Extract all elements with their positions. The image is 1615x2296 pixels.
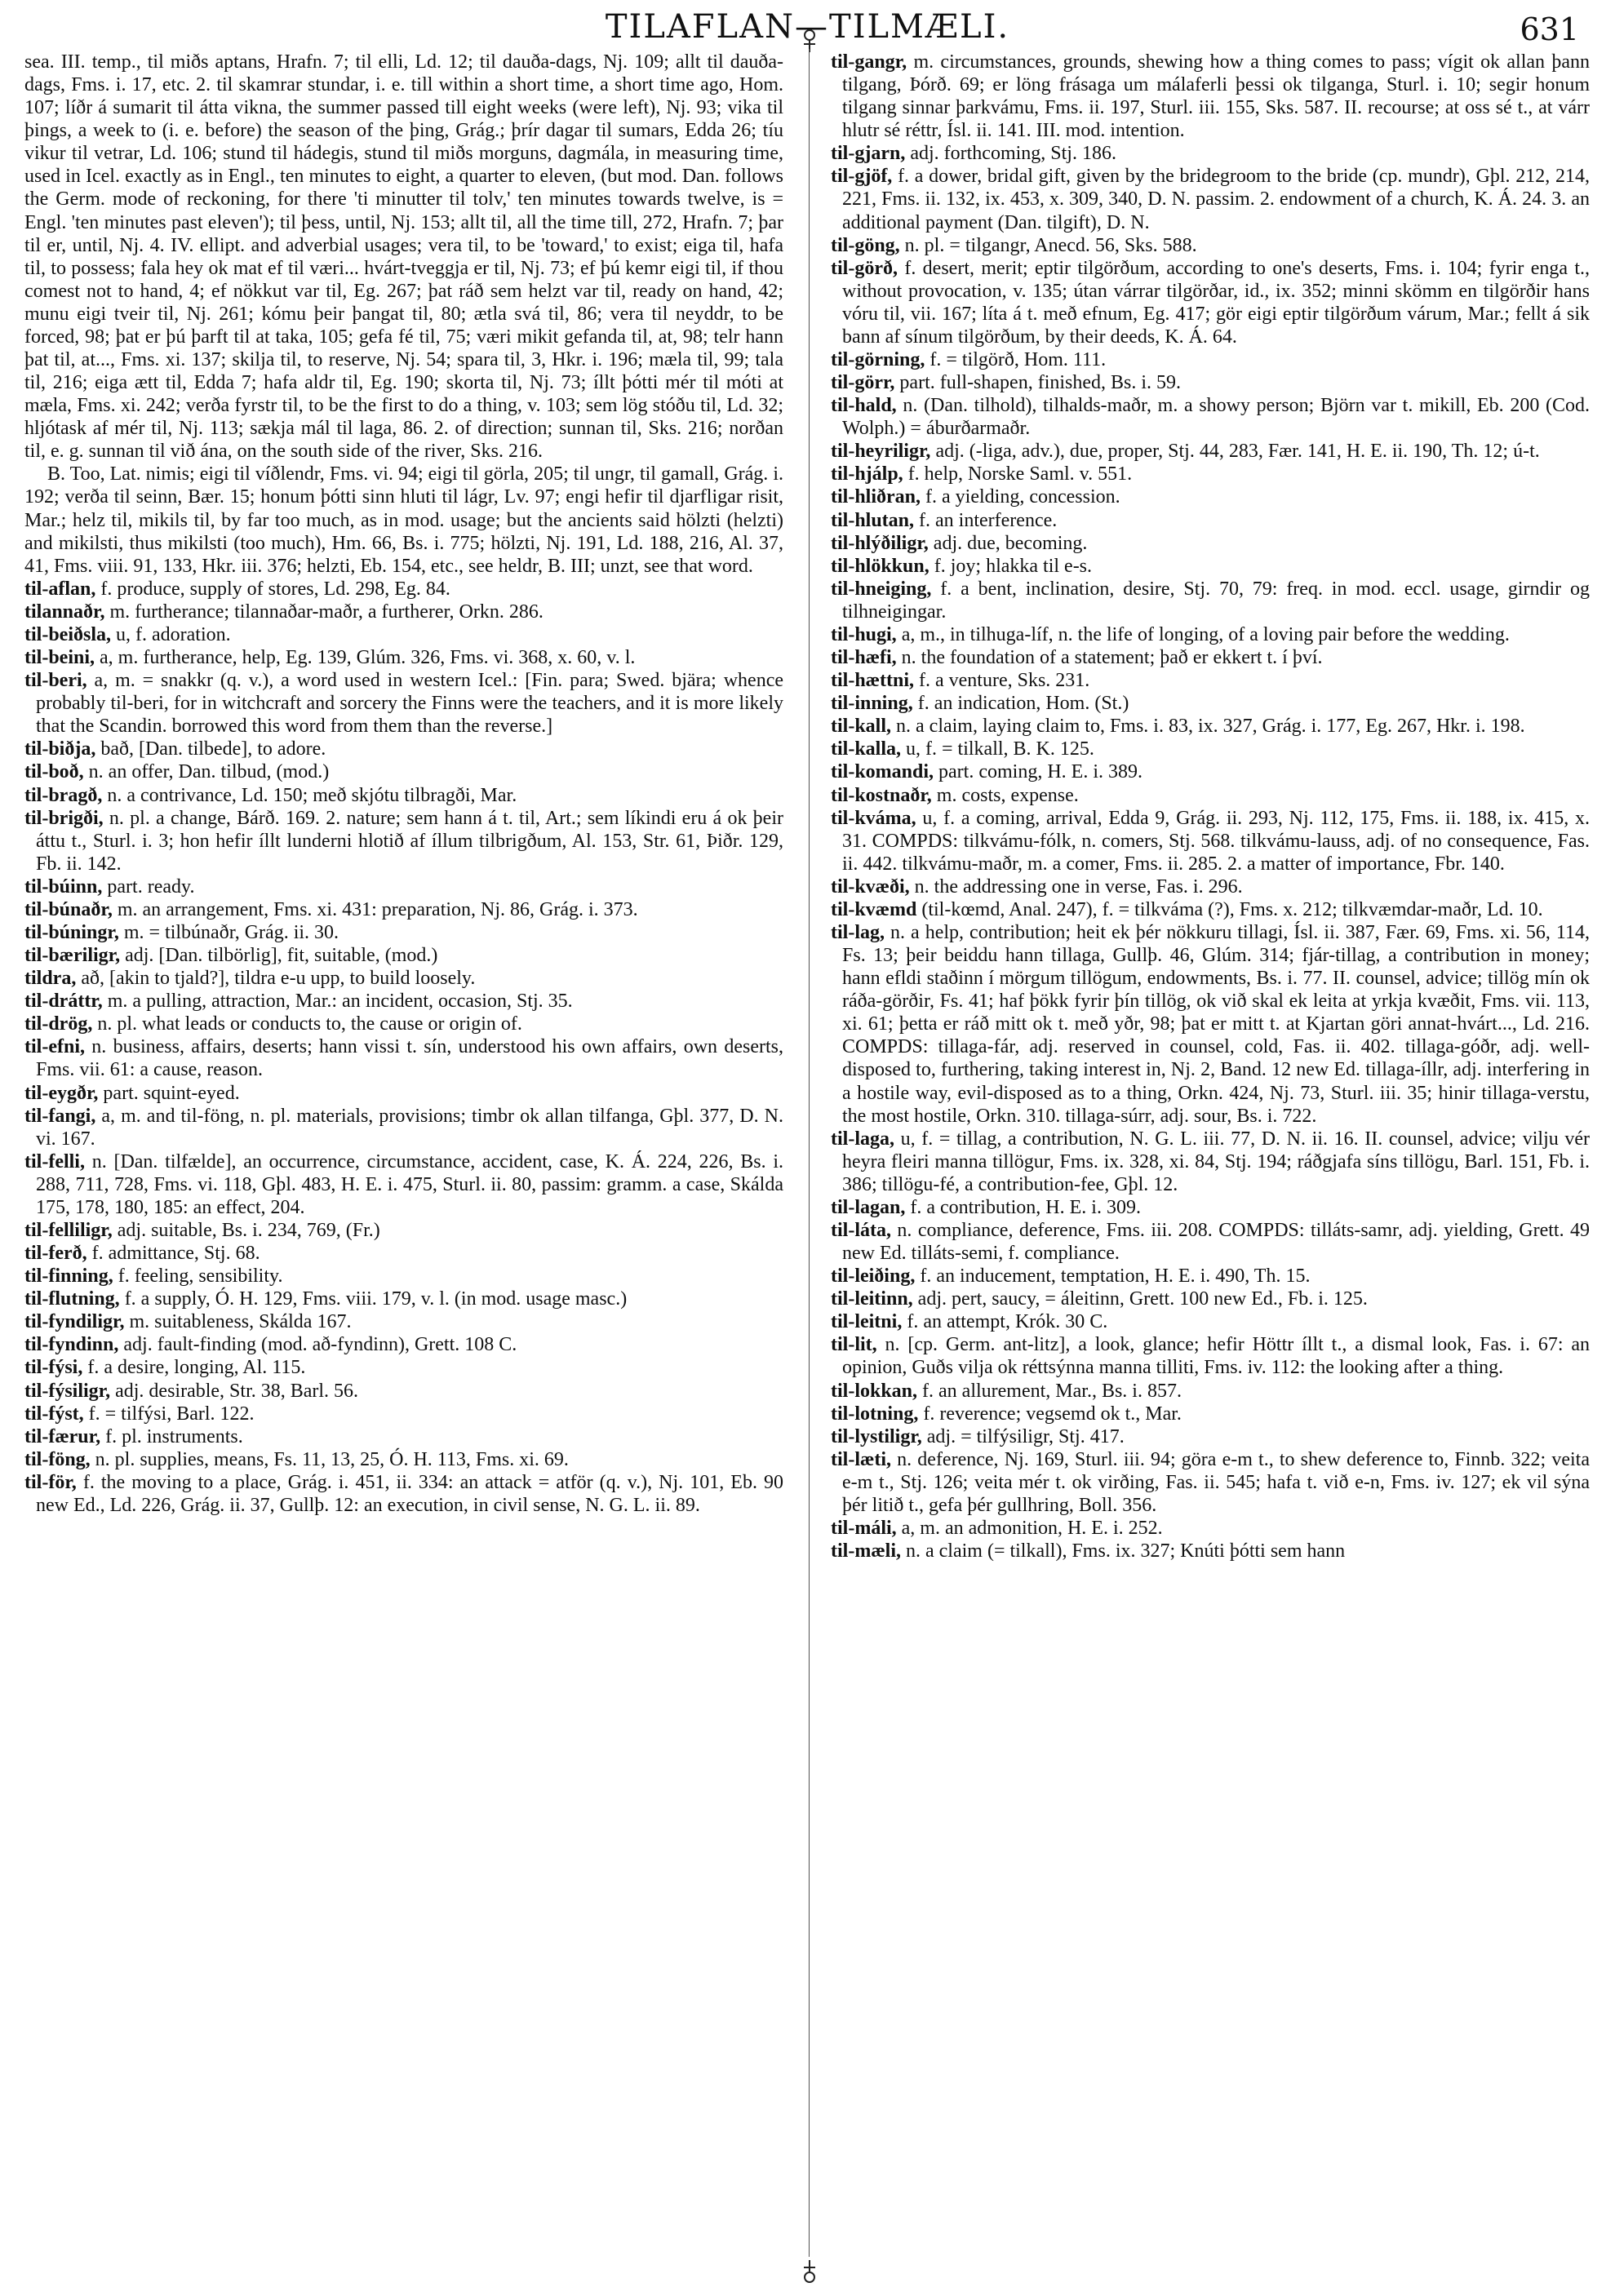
entry-definition: n. the foundation of a statement; það er ekkert t. í því.	[901, 647, 1323, 669]
entry-headword: til-görning,	[831, 349, 925, 371]
dictionary-entry	[831, 394, 1590, 440]
entry-definition: adj. forthcoming, Stj. 186.	[910, 143, 1116, 165]
entry-definition: f. a yielding, concession.	[925, 486, 1120, 508]
dictionary-entry	[831, 1540, 1590, 1562]
entry-definition: n. business, affairs, deserts; hann vissi t. sín, understood his own affairs, own deserts, Fms. vii. 61: a cause, reason.	[36, 1036, 783, 1081]
dictionary-entry	[831, 921, 1590, 1128]
entry-headword: til-hlökkun,	[831, 555, 930, 577]
entry-definition: n. a help, contribution; heit ek þér nökkuru tillagi, Ísl. ii. 387, Fær. 69, Fms. xi. 56, 114, Fs. 13; þeir beiddu hann tillaga, Gullþ. 46, Glúm. 314; fjár-tillag, a contribution in money; hann efldi staðinn í mörgum tillögum, endowments, Bs. i. 77. II. counsel, advice; tillög mín ok ráða-görðir, Fs. 41; haf þökk fyrir þín tillög, ok við skal ek leita at yrkja kvæðit, Fms. vii. 113, xi. 61; þetta er ráð mitt ok t. með yðr, 98; þat er mitt t. at Kjartan göri annat-hvárt..., Ld. 216. COMPDS: tillaga-fár, adj. reserved in counsel, cold, Fas. ii. 402. tillaga-góðr, adj. well-disposed to, furthering, taking interest in, Nj. 2, Band. 12 new Ed. tillaga-íllr, adj. interfering in a hostile way, evil-disposed as to a thing, Orkn. 424, Nj. 73, Sturl. iii. 35; hinir tillaga-verstu, the most hostile, Orkn. 310. tillaga-súrr, adj. sour, Bs. i. 722.	[842, 921, 1590, 1127]
entry-definition: f. a desire, longing, Al. 115.	[87, 1357, 306, 1379]
dictionary-entry	[831, 1425, 1590, 1448]
entry-definition: n. pl. = tilgangr, Anecd. 56, Sks. 588.	[904, 234, 1197, 256]
entry-definition: f. the moving to a place, Grág. i. 451, ii. 334: an attack = atför (q. v.), Nj. 101, Eb. 90 new Ed., Ld. 226, Grág. ii. 37, Gullþ. 12: an execution, in civil sense, N. G. L. ii. 89.	[36, 1471, 783, 1516]
entry-headword: til-gangr,	[831, 51, 907, 73]
entry-headword: til-hneiging,	[831, 578, 932, 600]
entry-headword: til-heyriligr,	[831, 441, 931, 463]
entry-definition: m. = tilbúnaðr, Grág. ii. 30.	[123, 921, 339, 943]
entry-headword: tilannaðr,	[24, 601, 105, 623]
dictionary-entry	[831, 715, 1590, 738]
entry-headword: til-fangi,	[24, 1105, 96, 1127]
column-divider	[809, 49, 810, 2257]
entry-definition: f. a venture, Sks. 231.	[919, 670, 1090, 692]
dictionary-entry	[831, 1517, 1590, 1540]
dictionary-entry	[24, 875, 783, 898]
dictionary-entry	[24, 1380, 783, 1403]
entry-headword: til-fyndinn,	[24, 1334, 119, 1356]
dictionary-entry	[24, 623, 783, 646]
entry-definition: n. an offer, Dan. tilbud, (mod.)	[88, 761, 330, 783]
top-ornament-icon	[797, 28, 822, 52]
entry-headword: til-komandi,	[831, 761, 934, 783]
entry-headword: til-dráttr,	[24, 991, 103, 1013]
dictionary-entry	[24, 990, 783, 1013]
entry-headword: til-hjálp,	[831, 463, 903, 485]
entry-headword: til-færur,	[24, 1425, 101, 1447]
dictionary-entry	[831, 165, 1590, 233]
entry-headword: til-hlýðiligr,	[831, 532, 929, 554]
entry-definition: part. full-shapen, finished, Bs. i. 59.	[899, 372, 1182, 394]
entry-headword: til-hlutan,	[831, 509, 915, 531]
entry-headword: til-eygðr,	[24, 1082, 99, 1104]
dictionary-entry	[831, 646, 1590, 669]
dictionary-entry	[24, 1356, 783, 1379]
dictionary-entry	[831, 51, 1590, 142]
entry-definition: f. an allurement, Mar., Bs. i. 857.	[922, 1380, 1182, 1402]
entry-headword: til-felliligr,	[24, 1219, 113, 1241]
entry-headword: til-fýsi,	[24, 1357, 83, 1379]
entry-definition: m. an arrangement, Fms. xi. 431: preparation, Nj. 86, Grág. i. 373.	[117, 898, 638, 920]
dictionary-entry	[831, 807, 1590, 875]
dictionary-entry	[24, 760, 783, 783]
entry-headword: til-láta,	[831, 1219, 891, 1241]
entry-definition: f. help, Norske Saml. v. 551.	[907, 463, 1133, 485]
entry-headword: til-beri,	[24, 670, 87, 692]
dictionary-entry	[831, 760, 1590, 783]
dictionary-entry	[24, 1333, 783, 1356]
entry-headword: til-beiðsla,	[24, 623, 111, 645]
entry-headword: til-leitinn,	[831, 1288, 913, 1310]
entry-definition: adj. suitable, Bs. i. 234, 769, (Fr.)	[117, 1219, 380, 1241]
dictionary-entry	[831, 485, 1590, 508]
entry-headword: til-bæriligr,	[24, 945, 121, 967]
entry-definition: f. a dower, bridal gift, given by the bridegroom to the bride (cp. mundr), Gþl. 212, 214, 221, Fms. ii. 132, ix. 453, x. 309, 340, D. N. passim. 2. endowment of a church, K. Á. 24. 3. an additional payment (Dan. tilgift), D. N.	[842, 166, 1590, 233]
entry-headword: til-máli,	[831, 1518, 897, 1539]
dictionary-entry	[831, 669, 1590, 692]
dictionary-entry	[831, 371, 1590, 394]
right-entries	[831, 51, 1590, 1562]
entry-definition: n. compliance, deference, Fms. iii. 208. COMPDS: tilláts-samr, adj. yielding, Grett. 49 new Ed. tilláts-semi, f. compliance.	[842, 1219, 1590, 1265]
dictionary-entry	[24, 601, 783, 623]
entry-definition: n. [cp. Germ. ant-litz], a look, glance; hefir Höttr íllt t., a dismal look, Fas. i. 67: an opinion, Guðs vilja ok réttsýnna manna tilliti, Fms. iv. 112: the looking after a thing.	[842, 1334, 1590, 1379]
dictionary-entry	[831, 875, 1590, 898]
dictionary-entry	[24, 1425, 783, 1448]
entry-definition: a, m. and til-föng, n. pl. materials, provisions; timbr ok allan tilfanga, Gþl. 377, D. N. vi. 167.	[36, 1105, 783, 1150]
dictionary-entry	[24, 784, 783, 807]
dictionary-entry	[831, 1265, 1590, 1288]
entry-definition: a, m. = snakkr (q. v.), a word used in western Icel.: [Fin. para; Swed. bjära; whence probably til-beri, for in witchcraft and sorcery the Finns were the teachers, and it is more likely that the Scandin. borrowed this word from them than the reverse.]	[36, 670, 783, 738]
entry-headword: til-bragð,	[24, 784, 103, 806]
entry-definition: f. admittance, Stj. 68.	[91, 1243, 260, 1265]
entry-headword: til-lag,	[831, 921, 885, 943]
dictionary-entry	[24, 898, 783, 921]
entry-definition: m. costs, expense.	[936, 784, 1079, 806]
entry-definition: f. an attempt, Krók. 30 C.	[907, 1311, 1108, 1333]
entry-headword: til-hliðran,	[831, 486, 921, 508]
entry-headword: til-mæli,	[831, 1540, 901, 1562]
entry-headword: til-fýst,	[24, 1403, 84, 1425]
entry-headword: tildra,	[24, 968, 77, 990]
dictionary-entry	[831, 1403, 1590, 1425]
entry-definition: adj. desirable, Str. 38, Barl. 56.	[115, 1380, 359, 1402]
dictionary-entry	[831, 234, 1590, 257]
entry-headword: til-finning,	[24, 1265, 113, 1288]
entry-definition: f. a supply, Ó. H. 129, Fms. viii. 179, v. l. (in mod. usage masc.)	[124, 1288, 628, 1310]
entry-definition: n. deference, Nj. 169, Sturl. iii. 94; göra e-m t., to shew deference to, Finnb. 322; veita e-m t., Stj. 126; veita mér t. ok virðing, Fas. ii. 545; hafa t. við e-n, Fms. iv. 127; ek vil sýna þér litið t., gefa þér gullhring, Boll. 356.	[842, 1448, 1590, 1516]
entry-headword: til-lotning,	[831, 1403, 919, 1425]
entry-definition: part. squint-eyed.	[103, 1082, 240, 1104]
continuation-paragraph: B. Too, Lat. nimis; eigi til víðlendr, Fms. vi. 94; eigi til görla, 205; til ungr, til gamall, Grág. i. 192; verða til seinn, Bær. 15; honum þótti sinn hluti til lágr, Lv. 97; engi hefir til djarfligar risit, Mar.; helz til, mikils til, by far too much, as in mod. usage; but the ancients said hölzti (helzti) and mikilsti, thus mikilsti (too much), Hm. 66, Bs. i. 775; hölzti, Nj. 191, Ld. 188, 216, Al. 37, 41, Fms. viii. 91, 133, Hkr. iii. 376; helzti, Eb. 154, etc., see heldr, B. III; unzt, see that word.	[24, 463, 783, 577]
entry-headword: til-búinn,	[24, 875, 103, 898]
entry-definition: adj. pert, saucy, = áleitinn, Grett. 100 new Ed., Fb. i. 125.	[917, 1288, 1368, 1310]
entry-headword: til-lit,	[831, 1334, 877, 1356]
entry-definition: adj. fault-finding (mod. að-fyndinn), Grett. 108 C.	[123, 1334, 517, 1356]
entry-definition: f. a bent, inclination, desire, Stj. 70, 79: freq. in mod. eccl. usage, girndir og tilhneigingar.	[842, 578, 1590, 623]
left-column	[24, 51, 783, 2254]
dictionary-entry	[24, 1219, 783, 1242]
entry-definition: f. an inducement, temptation, H. E. i. 490, Th. 15.	[920, 1265, 1311, 1288]
entry-definition: n. (Dan. tilhold), tilhalds-maðr, m. a showy person; Björn var t. mikill, Eb. 200 (Cod. Wolph.) = áburðarmaðr.	[842, 395, 1590, 440]
entry-headword: til-gjöf,	[831, 166, 893, 188]
dictionary-entry	[831, 1128, 1590, 1196]
entry-headword: til-fýsiligr,	[24, 1380, 111, 1402]
dictionary-entry	[831, 623, 1590, 646]
entry-headword: til-læti,	[831, 1448, 891, 1470]
entry-definition: n. the addressing one in verse, Fas. i. 296.	[914, 875, 1243, 898]
dictionary-entry	[24, 646, 783, 669]
dictionary-entry	[831, 463, 1590, 485]
dictionary-entry	[831, 784, 1590, 807]
entry-definition: n. pl. a change, Bárð. 169. 2. nature; sem hann á t. til, Art.; sem líkindi eru á ok þeir áttu t., Sturl. i. 3; hon hefir íllt lunderni hlotið af íllum tilbrigðum, Al. 153, Str. 61, Þiðr. 129, Fb. ii. 142.	[36, 807, 783, 875]
dictionary-entry	[831, 1310, 1590, 1333]
entry-headword: til-felli,	[24, 1150, 85, 1172]
entry-definition: m. suitableness, Skálda 167.	[129, 1311, 352, 1333]
entry-headword: til-beini,	[24, 647, 95, 669]
entry-definition: adj. = tilfýsiligr, Stj. 417.	[926, 1425, 1125, 1447]
entry-definition: a, m. an admonition, H. E. i. 252.	[901, 1518, 1163, 1539]
entry-headword: til-fyndiligr,	[24, 1311, 125, 1333]
dictionary-entry	[831, 1333, 1590, 1379]
entry-definition: n. a contrivance, Ld. 150; með skjótu tilbragði, Mar.	[107, 784, 517, 806]
entry-headword: til-leitni,	[831, 1311, 903, 1333]
dictionary-entry	[24, 1013, 783, 1035]
entry-definition: f. an interference.	[919, 509, 1058, 531]
entry-headword: til-aflan,	[24, 578, 96, 600]
entry-definition: adj. [Dan. tilbörlig], fit, suitable, (mod.)	[125, 945, 438, 967]
entry-headword: til-hugi,	[831, 623, 897, 645]
entry-headword: til-lokkan,	[831, 1380, 918, 1402]
entry-definition: u, f. = tillag, a contribution, N. G. L. iii. 77, D. N. ii. 16. II. counsel, advice; vilju vér heyra fleiri manna tillögur, Fms. ix. 328, xi. 84, Stj. 194; ráðgjafa síns tillögu, Barl. 151, Fb. i. 386; tillögu-fé, a contribution-fee, Gþl. 12.	[842, 1128, 1590, 1195]
page-number: 631	[1520, 11, 1579, 47]
running-title: TILAFLAN—TILMÆLI.	[605, 8, 1010, 46]
dictionary-entry	[24, 1082, 783, 1105]
entry-headword: til-kváma,	[831, 807, 916, 829]
dictionary-entry	[831, 1380, 1590, 1403]
dictionary-entry	[24, 1448, 783, 1471]
entry-definition: að, [akin to tjald?], tildra e-u upp, to build loosely.	[81, 968, 476, 990]
entry-headword: til-flutning,	[24, 1288, 120, 1310]
entry-definition: part. ready.	[107, 875, 195, 898]
entry-headword: til-ferð,	[24, 1243, 87, 1265]
entry-headword: til-görð,	[831, 257, 898, 279]
entry-headword: til-kall,	[831, 716, 892, 738]
entry-headword: til-drög,	[24, 1013, 93, 1035]
entry-definition: u, f. = tilkall, B. K. 125.	[906, 738, 1094, 760]
dictionary-entry	[24, 1310, 783, 1333]
dictionary-entry	[24, 1265, 783, 1288]
entry-definition: f. reverence; vegsemd ok t., Mar.	[923, 1403, 1182, 1425]
dictionary-entry	[831, 738, 1590, 760]
dictionary-entry	[24, 738, 783, 760]
entry-definition: f. = tilgörð, Hom. 111.	[930, 349, 1107, 371]
left-entries	[24, 578, 783, 1517]
dictionary-entry	[24, 1150, 783, 1219]
dictionary-entry	[831, 692, 1590, 715]
dictionary-entry	[831, 1288, 1590, 1310]
entry-definition: f. = tilfýsi, Barl. 122.	[88, 1403, 255, 1425]
entry-definition: part. coming, H. E. i. 389.	[938, 761, 1142, 783]
dictionary-entry	[831, 440, 1590, 463]
dictionary-entry	[831, 578, 1590, 623]
entry-definition: adj. (-liga, adv.), due, proper, Stj. 44, 283, Fær. 141, H. E. ii. 190, Th. 12; ú-t.	[935, 441, 1540, 463]
entry-definition: n. [Dan. tilfælde], an occurrence, circumstance, accident, case, K. Á. 224, 226, Bs. i. 288, 711, 728, Fms. vi. 118, Gþl. 483, H. E. i. 475, Sturl. ii. 80, passim: gramm. a case, Skálda 175, 178, 180, 185: an effect, 204.	[36, 1150, 783, 1218]
entry-definition: f. a contribution, H. E. i. 309.	[910, 1196, 1141, 1218]
dictionary-entry	[24, 1035, 783, 1081]
entry-headword: til-kalla,	[831, 738, 902, 760]
dictionary-entry	[831, 142, 1590, 165]
entry-definition: u, f. a coming, arrival, Edda 9, Grág. ii. 293, Nj. 112, 175, Fms. ii. 188, ix. 415, x. 31. COMPDS: tilkvámu-fólk, n. comers, Stj. 568. tilkvámu-lauss, adj. of no consequence, Fas. ii. 442. tilkvámu-maðr, m. a comer, Fms. ii. 285. 2. a matter of importance, Fbr. 140.	[842, 807, 1590, 875]
entry-definition: adj. due, becoming.	[933, 532, 1088, 554]
dictionary-entry	[831, 532, 1590, 555]
entry-headword: til-kvæði,	[831, 875, 910, 898]
entry-headword: til-för,	[24, 1471, 77, 1493]
entry-headword: til-hald,	[831, 395, 897, 417]
dictionary-entry	[831, 898, 1590, 921]
entry-definition: a, m., in tilhuga-líf, n. the life of longing, of a loving pair before the wedding.	[901, 623, 1510, 645]
entry-headword: til-búnaðr,	[24, 898, 113, 920]
entry-definition: m. circumstances, grounds, shewing how a thing comes to pass; vígit ok allan þann tilgang, Þórð. 69; er löng frásaga um málaferli þessi ok tilganga, Sturl. i. 10; segir honum tilgang sinnar þarkvámu, Fms. ii. 197, Sturl. iii. 155, Sks. 587. II. recourse; at oss sé t., at várr hlutr sé réttr, Ísl. ii. 141. III. mod. intention.	[842, 51, 1590, 142]
dictionary-entry	[831, 257, 1590, 348]
dictionary-entry	[24, 1105, 783, 1150]
entry-definition: f. an indication, Hom. (St.)	[917, 693, 1129, 715]
entry-definition: m. furtherance; tilannaðar-maðr, a furtherer, Orkn. 286.	[109, 601, 544, 623]
entry-definition: f. joy; hlakka til e-s.	[934, 555, 1093, 577]
entry-headword: til-kostnaðr,	[831, 784, 932, 806]
bottom-ornament-icon	[797, 2260, 822, 2285]
entry-headword: til-göng,	[831, 234, 900, 256]
entry-definition: n. a claim, laying claim to, Fms. i. 83, ix. 327, Grág. i. 177, Eg. 267, Hkr. i. 198.	[896, 716, 1525, 738]
dictionary-entry	[24, 1242, 783, 1265]
entry-definition: bað, [Dan. tilbede], to adore.	[100, 738, 326, 760]
entry-headword: til-búningr,	[24, 921, 119, 943]
entry-headword: til-lystiligr,	[831, 1425, 922, 1447]
entry-headword: til-biðja,	[24, 738, 96, 760]
entry-definition: f. feeling, sensibility.	[118, 1265, 283, 1288]
entry-headword: til-laga,	[831, 1128, 894, 1150]
dictionary-entry	[24, 1288, 783, 1310]
dictionary-entry	[831, 1448, 1590, 1517]
entry-headword: til-inning,	[831, 693, 913, 715]
entry-definition: (til-kœmd, Anal. 247), f. = tilkváma (?), Fms. x. 212; tilkvæmdar-maðr, Ld. 10.	[921, 898, 1543, 920]
entry-definition: f. desert, merit; eptir tilgörðum, according to one's deserts, Fms. i. 104; fyrir enga t., without provocation, v. 135; útan várrar tilgörðar, id., ix. 352; minni skömm en tilgörðir hans vóru til, vii. 167; líta á t. með efnum, Eg. 417; gör eigi eptir tilgörðum várum, Mar.; fellt á sik bann af sínum tilgörðum, by their deeds, K. Á. 64.	[842, 257, 1590, 348]
entry-headword: til-boð,	[24, 761, 84, 783]
entry-definition: a, m. furtherance, help, Eg. 139, Glúm. 326, Fms. vi. 368, x. 60, v. l.	[100, 647, 636, 669]
entry-definition: n. pl. supplies, means, Fs. 11, 13, 25, Ó. H. 113, Fms. xi. 69.	[95, 1448, 569, 1470]
entry-headword: til-brigði,	[24, 807, 104, 829]
entry-headword: til-kvæmd	[831, 898, 917, 920]
continuation-paragraph: sea. III. temp., til miðs aptans, Hrafn. 7; til elli, Ld. 12; til dauða-dags, Nj. 109; allt til dauða-dags, Fms. i. 17, etc. 2. til skamrar stundar, i. e. till within a short time, a short time ago, Hom. 107; líðr á sumarit til átta vikna, the summer passed till eight weeks (were left), Nj. 93; vika til þings, a week to (i. e. before) the season of the þing, Grág.; þrír dagar til sumars, Edda 26; tíu vikur til vetrar, Ld. 106; stund til hádegis, stund til miðs morguns, dagmála, in measuring time, used in Icel. exactly as in Engl., ten minutes to eight, a quarter to eleven, (but mod. Dan. follows the Germ. mode of reckoning, for there 'ti minutter til tolv,' ten minutes towards twelve, is = Engl. 'ten minutes past eleven'); til þess, until, Nj. 153; allt til, all the time till, 272, Hrafn. 7; þar til er, until, Nj. 4. IV. ellipt. and adverbial usages; vera til, to be 'toward,' to exist; eiga til, hafa til, to possess; fala hey ok mat ef til væri... hvárt-tveggja er til, Nj. 73; ef þú kemr eigi til, if thou comest not to hand, 4; ef nökkut var til, Eg. 267; þat ráð sem helzt var til, ready on hand, 42; munu eigi tveir til, Nj. 261; kómu þeir þangat til, 80; ætla svá til, 86; vera til neyddr, to be forced, 98; þat er þú þarft til at taka, 105; gefa fé til, 75; væri mikit gefanda til, at, 98; telr hann þat til, at..., Fms. xi. 137; skilja til, to reserve, Nj. 54; spara til, 3, Hkr. i. 196; mæla til, 99; tala til, 216; eiga ætt til, Edda 7; hafa aldr til, Eg. 190; skorta til, Nj. 73; íllt þótti mér til móti at mæla, Fms. xi. 242; verða fyrstr til, to be the first to do a thing, v. 103; sem lög stóðu til, Ld. 32; hljótask af mér til, Nj. 113; sækja mál til laga, 86. 2. of direction; sunnan til, Sks. 216; norðan til, e. g. sunnan til við ána, on the south side of the river, Sks. 216.	[24, 51, 783, 463]
dictionary-entry	[24, 967, 783, 990]
entry-definition: m. a pulling, attraction, Mar.: an incident, occasion, Stj. 35.	[107, 991, 573, 1013]
entry-definition: n. a claim (= tilkall), Fms. ix. 327; Knúti þótti sem hann	[905, 1540, 1346, 1562]
dictionary-entry	[831, 1196, 1590, 1219]
dictionary-entry	[831, 348, 1590, 371]
entry-headword: til-görr,	[831, 372, 895, 394]
entry-headword: til-efni,	[24, 1036, 85, 1058]
entry-headword: til-hættni,	[831, 670, 914, 692]
entry-headword: til-lagan,	[831, 1196, 906, 1218]
dictionary-entry	[831, 509, 1590, 532]
dictionary-entry	[831, 1219, 1590, 1265]
dictionary-entry	[24, 921, 783, 944]
entry-headword: til-leiðing,	[831, 1265, 916, 1288]
dictionary-entry	[24, 1403, 783, 1425]
entry-headword: til-gjarn,	[831, 143, 906, 165]
dictionary-entry	[24, 578, 783, 601]
dictionary-entry	[24, 807, 783, 875]
entry-definition: f. produce, supply of stores, Ld. 298, Eg. 84.	[100, 578, 450, 600]
entry-headword: til-föng,	[24, 1448, 91, 1470]
dictionary-entry	[831, 555, 1590, 578]
dictionary-entry	[24, 669, 783, 738]
right-column	[831, 51, 1590, 2254]
dictionary-entry	[24, 1471, 783, 1517]
entry-definition: n. pl. what leads or conducts to, the cause or origin of.	[97, 1013, 522, 1035]
entry-definition: f. pl. instruments.	[105, 1425, 243, 1447]
entry-definition: u, f. adoration.	[116, 623, 231, 645]
dictionary-entry	[24, 944, 783, 967]
entry-headword: til-hæfi,	[831, 647, 897, 669]
